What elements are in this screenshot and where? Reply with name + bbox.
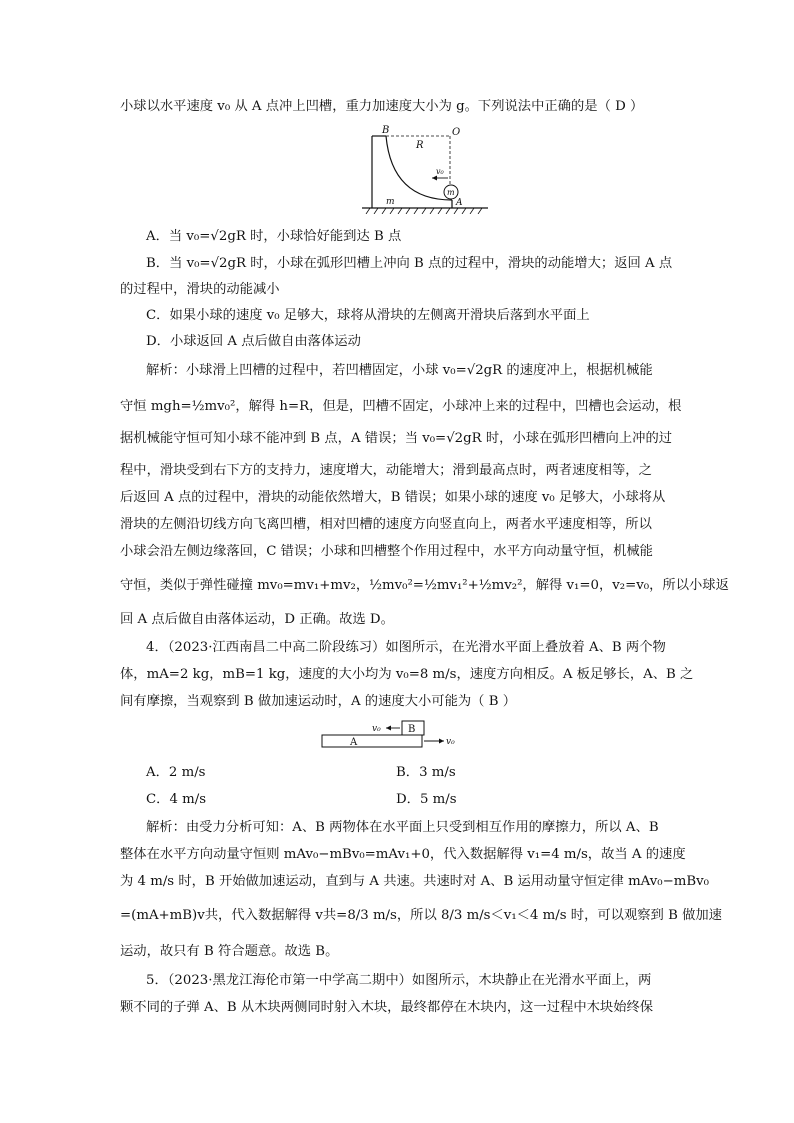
text-line: 程中，滑块受到右下方的支持力，速度增大，动能增大；滑到最高点时，两者速度相等，之 — [120, 463, 652, 478]
label-v0: v₀ — [436, 167, 444, 176]
text-line: 为 4 m/s 时，B 开始做加速运动，直到与 A 共速。共速时对 A、B 运用动量守恒定律 mAv₀−mBv₀ — [120, 874, 709, 889]
text-line: 运动，故只有 B 符合题意。故选 B。 — [120, 944, 339, 959]
text-line: 间有摩擦，当观察到 B 做加速运动时，A 的速度大小可能为（ B ） — [120, 694, 516, 709]
figure-stacked-blocks — [320, 717, 485, 753]
text-line: 整体在水平方向动量守恒则 mAv₀−mBv₀=mAv₁+0，代入数据解得 v₁=4 m/s，故当 A 的速度 — [120, 847, 686, 862]
option-b: B．3 m/s — [396, 765, 456, 780]
option-d: D．5 m/s — [396, 792, 457, 807]
label-O: O — [452, 127, 461, 138]
text-line: =(mA+mB)v共，代入数据解得 v共=8/3 m/s，所以 8/3 m/s＜v₁＜4 m/s 时，可以观察到 B 做加速 — [120, 908, 722, 923]
text-line: 守恒 mgh=½mv₀²，解得 h=R，但是，凹槽不固定，小球冲上来的过程中，凹槽也会运动，根 — [120, 399, 682, 414]
label-v0-right: v₀ — [446, 737, 455, 747]
text-line: 解析：由受力分析可知：A、B 两物体在水平面上只受到相互作用的摩擦力，所以 A、B — [146, 820, 659, 835]
text-line: 守恒，类似于弹性碰撞 mv₀=mv₁+mv₂，½mv₀²=½mv₁²+½mv₂²，解得 v₁=0，v₂=v₀，所以小球返 — [120, 578, 729, 593]
option-a: A．2 m/s — [146, 765, 206, 780]
text-line: 的过程中，滑块的动能减小 — [120, 282, 280, 297]
text-line: 体，mA=2 kg，mB=1 kg，速度的大小均为 v₀=8 m/s，速度方向相反。A 板足够长，A、B 之 — [120, 667, 694, 682]
figure-groove-slider — [362, 122, 492, 214]
option-line: B．当 v₀=√2gR 时，小球在弧形凹槽上冲向 B 点的过程中，滑块的动能增大；返回 A 点 — [146, 256, 673, 271]
label-m-block: m — [386, 197, 395, 207]
option-line: A．当 v₀=√2gR 时，小球恰好能到达 B 点 — [146, 229, 402, 244]
label-v0-left: v₀ — [372, 724, 381, 734]
label-m-ball: m — [447, 188, 455, 197]
question-line: 4．（2023·江西南昌二中高二阶段练习）如图所示，在光滑水平面上叠放着 A、B 两个物 — [146, 640, 666, 655]
label-block-A: A — [350, 737, 358, 748]
text-line: 解析：小球滑上凹槽的过程中，若凹槽固定，小球 v₀=√2gR 的速度冲上，根据机械能 — [146, 363, 653, 378]
label-block-B: B — [408, 724, 416, 735]
label-R: R — [416, 140, 424, 151]
text-line: 小球以水平速度 v₀ 从 A 点冲上凹槽，重力加速度大小为 g。下列说法中正确的是（ D ） — [120, 99, 644, 114]
option-line: C．如果小球的速度 v₀ 足够大，球将从滑块的左侧离开滑块后落到水平面上 — [146, 308, 590, 323]
text-line: 小球会沿左侧边缘落回，C 错误；小球和凹槽整个作用过程中，水平方向动量守恒，机械能 — [120, 544, 653, 559]
text-line: 后返回 A 点的过程中，滑块的动能依然增大，B 错误；如果小球的速度 v₀ 足够大，小球将从 — [120, 490, 666, 505]
option-c: C．4 m/s — [146, 792, 207, 807]
label-B: B — [382, 125, 390, 136]
text-line: 回 A 点后做自由落体运动，D 正确。故选 D。 — [120, 612, 394, 627]
text-line: 颗不同的子弹 A、B 从木块两侧同时射入木块，最终都停在木块内，这一过程中木块始终保 — [120, 1000, 654, 1015]
question-line: 5．（2023·黑龙江海伦市第一中学高二期中）如图所示，木块静止在光滑水平面上，两 — [146, 973, 652, 988]
option-line: D．小球返回 A 点后做自由落体运动 — [146, 334, 361, 349]
text-line: 滑块的左侧沿切线方向飞离凹槽，相对凹槽的速度方向竖直向上，两者水平速度相等，所以 — [120, 517, 652, 532]
text-line: 据机械能守恒可知小球不能冲到 B 点，A 错误；当 v₀=√2gR 时，小球在弧形凹槽向上冲的过 — [120, 431, 673, 446]
label-A: A — [456, 198, 463, 208]
